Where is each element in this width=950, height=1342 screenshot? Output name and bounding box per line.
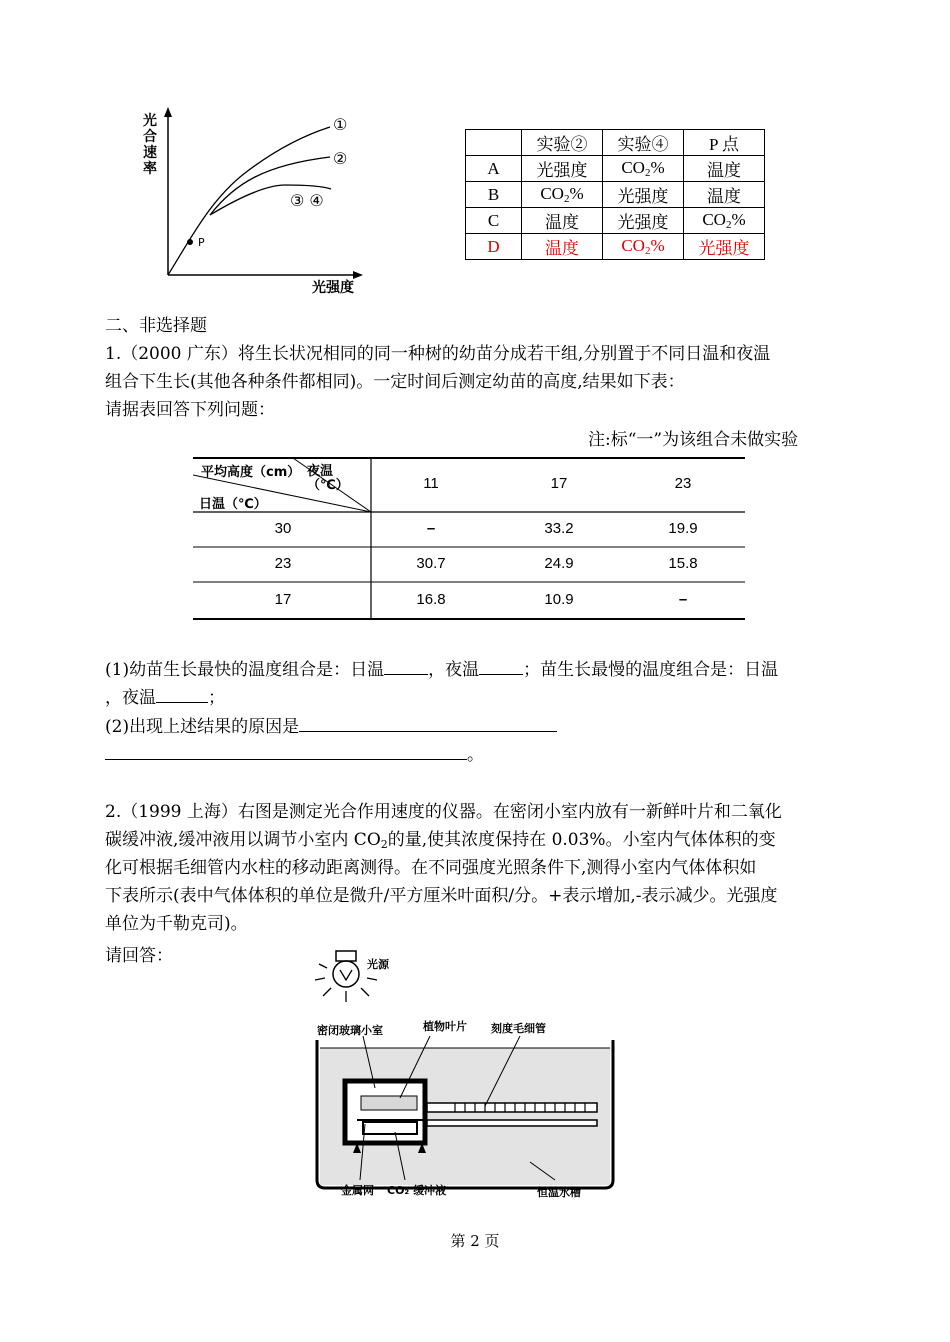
q2-line-6: 请回答： [105,946,173,966]
q1-sub1-text-d: ，夜温 [105,688,156,708]
option-cell: 温度 [522,234,603,260]
option-letter: C [466,208,522,234]
table-cell: 24.9 [544,555,574,572]
options-header-p: P 点 [684,130,765,156]
table-cell: 19.9 [668,520,698,537]
answer-blank-night-max[interactable] [479,656,523,675]
answer-blank-day-max[interactable] [384,656,428,675]
graph-y-label: 光合速率 [143,113,157,177]
table-cell: 15.8 [668,555,698,572]
q2-line-3: 化可根据毛细管内水柱的移动距离测得。在不同强度光照条件下,测得小室内气体体积如 [105,858,757,878]
night-temp-11: 11 [423,475,439,492]
option-letter: B [466,182,522,208]
label-co2-buffer: CO₂ 缓冲液 [387,1184,447,1197]
q1-line-2: 组合下生长(其他各种条件都相同)。一定时间后测定幼苗的高度,结果如下表： [105,372,685,392]
table-cell: – [426,520,436,537]
night-temp-23: 23 [674,475,692,492]
q1-line-3: 请据表回答下列问题： [105,400,275,420]
label-capillary: 刻度毛细管 [491,1022,546,1035]
photosynthesis-graph [135,105,375,300]
q1-sub1-text-a: (1)幼苗生长最快的温度组合是：日温 [105,660,385,680]
q2-line-1: 2.（1999 上海）右图是测定光合作用速度的仪器。在密闭小室内放有一新鲜叶片和二氧化 [105,802,782,822]
x-axis-arrow [353,271,363,279]
q2-line-4: 下表所示(表中气体体积的单位是微升/平方厘米叶面积/分。+表示增加,-表示减少。光强度 [105,886,778,906]
table-cell: 16.8 [416,591,446,608]
q1-sub1-cont [105,684,225,712]
option-letter: A [466,156,522,182]
day-temp-23: 23 [274,555,292,572]
table-cell: 10.9 [544,591,574,608]
day-temp-17: 17 [274,591,292,608]
option-row-a [466,156,765,182]
section-title: 二、非选择题 [105,316,207,336]
q2-line-2-b: 的量,使其浓度保持在 0.03%。小室内气体体积的变 [387,830,776,850]
q2-line-2: 碳缓冲液,缓冲液用以调节小室内 $CO_2$的量,使其浓度保持在 0.03%。小室内气体体积的变 [105,830,776,851]
corner-day-temp: 日温（℃） [199,497,267,512]
leaf [361,1096,417,1110]
curve-label-1: ① [333,115,348,134]
q1-sub2 [105,713,557,741]
page-footer: 第 2 页 [450,1232,500,1250]
option-cell: $CO_2\%$ [603,234,684,260]
option-letter: D [466,234,522,260]
lower-tube [427,1120,597,1126]
day-temp-30: 30 [274,520,292,537]
option-cell: 温度 [684,182,765,208]
capillary-tube [427,1103,597,1112]
apparatus-diagram [305,948,625,1203]
options-header-row [466,130,765,156]
options-table [465,129,765,260]
option-row-b [466,182,765,208]
answer-blank-night-min[interactable] [156,684,208,703]
option-row-c [466,208,765,234]
temperature-table [193,457,745,620]
lamp-bulb [333,961,359,987]
q1-sub1-text-c: ；苗生长最慢的温度组合是：日温 [523,660,779,680]
label-light-source: 光源 [367,958,389,971]
q1-sub1-text-e: ； [208,688,225,708]
label-leaf: 植物叶片 [423,1020,467,1033]
q1-sub1 [105,656,778,684]
graph-point-label: P [198,236,205,249]
lamp-base [336,951,356,961]
option-cell: $CO_2\%$ [603,156,684,182]
answer-blank-reason-1[interactable] [299,713,557,732]
table-cell: 30.7 [416,555,446,572]
table-cell: – [678,591,688,608]
label-water-bath: 恒温水槽 [537,1186,581,1199]
options-header-exp4: 实验④ [603,130,684,156]
q1-sub2-text: (2)出现上述结果的原因是 [105,717,300,737]
option-cell: 光强度 [522,156,603,182]
buffer-dish [363,1122,417,1134]
apparatus-svg [305,948,625,1203]
q1-sub2-cont [105,741,484,769]
options-header-exp2: 实验② [522,130,603,156]
q1-line-1: 1.（2000 广东）将生长状况相同的同一种树的幼苗分成若干组,分别置于不同日温和夜温 [105,344,771,364]
corner-avg-height: 平均高度（cm） [201,465,301,480]
q2-line-2-a: 碳缓冲液,缓冲液用以调节小室内 CO [105,830,381,850]
answer-blank-reason-2[interactable] [105,741,467,760]
label-chamber: 密闭玻璃小室 [317,1024,383,1037]
option-cell: $CO_2\%$ [522,182,603,208]
q1-sub1-text-b: ，夜温 [428,660,480,680]
option-cell: 温度 [522,208,603,234]
corner-night-temp: 夜温（℃） [307,464,349,493]
q1-sub2-end: 。 [467,745,484,765]
label-metal-mesh: 金属网 [341,1184,374,1197]
options-header-empty [466,130,522,156]
y-axis-arrow [164,107,172,117]
option-cell: 温度 [684,156,765,182]
option-cell: 光强度 [684,234,765,260]
option-cell: $CO_2\%$ [684,208,765,234]
curve-label-3-4: ③ ④ [290,191,324,210]
graph-x-label: 光强度 [312,280,354,296]
night-temp-17: 17 [550,475,568,492]
option-row-d [466,234,765,260]
point-p [187,239,193,245]
q2-line-5: 单位为千勒克司)。 [105,914,248,934]
curve-label-2: ② [333,149,348,168]
graph-svg [135,105,375,300]
option-cell: 光强度 [603,208,684,234]
table-cell: 33.2 [544,520,574,537]
q1-note: 注:标“一”为该组合未做实验 [588,430,799,450]
option-cell: 光强度 [603,182,684,208]
